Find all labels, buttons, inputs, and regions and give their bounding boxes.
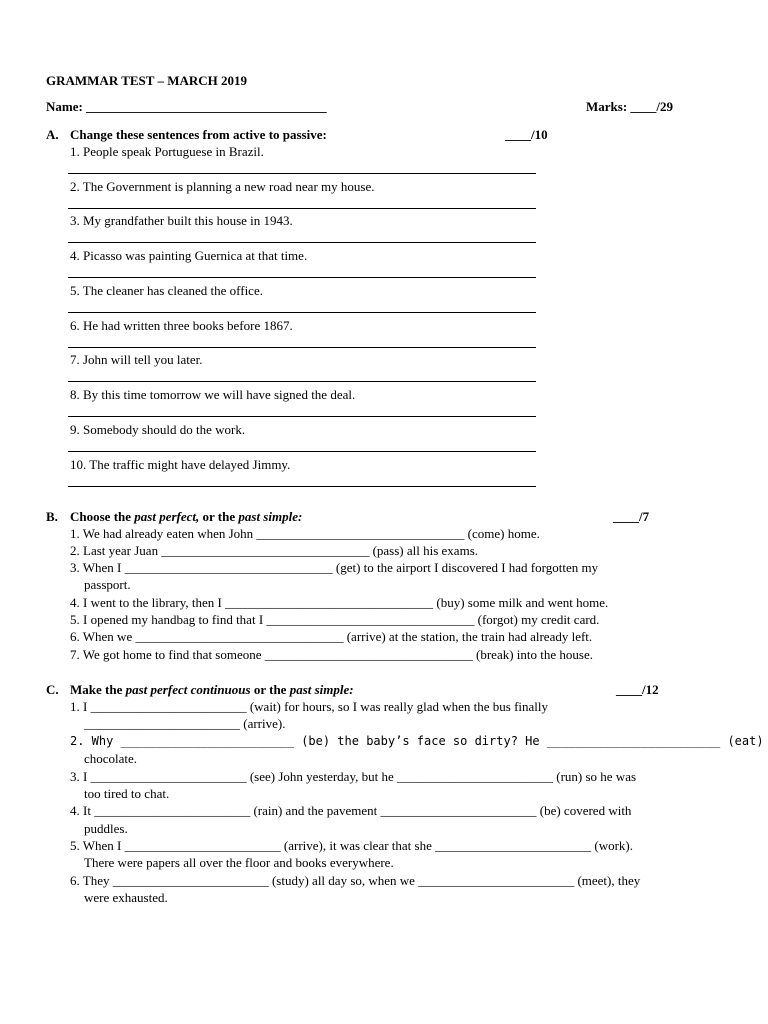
list-item: 5. I opened my handbag to find that I ________________________________ (forgot) my credit card. [70, 612, 600, 627]
answer-line [68, 242, 536, 243]
list-item: 4. Picasso was painting Guernica at that time. [70, 248, 308, 263]
list-item: 2. Why ________________________ (be) the baby’s face so dirty? He ________________________ (eat) [70, 734, 764, 748]
page-title: GRAMMAR TEST – MARCH 2019 [46, 73, 248, 88]
answer-line [68, 381, 536, 382]
section-b-instruction-mid: or the [202, 509, 236, 524]
section-b-score: ____/7 [613, 509, 650, 524]
marks-row [586, 98, 673, 115]
section-a-letter: A. [46, 127, 59, 142]
marks-label: Marks: [586, 99, 628, 114]
answer-line [68, 416, 536, 417]
list-item: 6. They ________________________ (study) all day so, when we ________________________ (meet), they [70, 873, 641, 888]
list-item: 4. I went to the library, then I ________________________________ (buy) some milk and went home. [70, 595, 609, 610]
section-a-score: ____/10 [505, 127, 548, 142]
name-row [46, 98, 327, 115]
list-item: 3. My grandfather built this house in 1943. [70, 213, 293, 228]
answer-line [68, 277, 536, 278]
answer-line [68, 208, 536, 209]
list-item: 4. It ________________________ (rain) and the pavement ________________________ (be) covered with [70, 803, 632, 818]
section-c-instruction-mid: or the [253, 682, 287, 697]
section-c-score: ____/12 [616, 682, 659, 697]
name-blank: _____________________________________ [86, 99, 327, 114]
answer-line [68, 451, 536, 452]
list-item: 1. People speak Portuguese in Brazil. [70, 144, 264, 159]
marks-value: ____/29 [630, 99, 674, 114]
list-item-continuation: There were papers all over the floor and books everywhere. [84, 855, 394, 870]
list-item: 5. The cleaner has cleaned the office. [70, 283, 263, 298]
section-b-instruction-prefix: Choose the [70, 509, 132, 524]
list-item: 1. We had already eaten when John ________________________________ (come) home. [70, 526, 540, 541]
list-item-continuation: passport. [84, 577, 131, 592]
list-item: 3. I ________________________ (see) John yesterday, but he ________________________ (run) so he was [70, 769, 637, 784]
list-item: 2. Last year Juan ________________________________ (pass) all his exams. [70, 543, 479, 558]
list-item-continuation: ________________________ (arrive). [84, 716, 286, 731]
answer-line [68, 173, 536, 174]
section-b-term2: past simple: [238, 509, 303, 524]
section-b-term1: past perfect, [134, 509, 200, 524]
list-item-continuation: too tired to chat. [84, 786, 170, 801]
answer-line [68, 486, 536, 487]
list-item-continuation: puddles. [84, 821, 128, 836]
list-item: 6. He had written three books before 1867. [70, 318, 293, 333]
list-item-continuation: chocolate. [84, 751, 138, 766]
list-item-continuation: were exhausted. [84, 890, 168, 905]
list-item: 9. Somebody should do the work. [70, 422, 246, 437]
section-c-instruction [70, 681, 354, 698]
list-item: 3. When I ________________________________ (get) to the airport I discovered I had forgotten my [70, 560, 599, 575]
name-label: Name: [46, 99, 83, 114]
answer-line [68, 312, 536, 313]
list-item: 8. By this time tomorrow we will have signed the deal. [70, 387, 356, 402]
answer-line [68, 347, 536, 348]
section-a-instruction: Change these sentences from active to passive: [70, 127, 327, 142]
section-b-letter: B. [46, 509, 58, 524]
section-c-term2: past simple: [289, 682, 354, 697]
list-item: 6. When we ________________________________ (arrive) at the station, the train had already left. [70, 629, 593, 644]
section-c-letter: C. [46, 682, 59, 697]
list-item: 7. John will tell you later. [70, 352, 203, 367]
list-item: 1. I ________________________ (wait) for hours, so I was really glad when the bus finally [70, 699, 549, 714]
section-c-term1: past perfect continuous [125, 682, 251, 697]
section-c-instruction-prefix: Make the [70, 682, 123, 697]
list-item: 10. The traffic might have delayed Jimmy. [70, 457, 291, 472]
section-b-instruction [70, 508, 302, 525]
list-item: 2. The Government is planning a new road near my house. [70, 179, 375, 194]
list-item: 5. When I ________________________ (arrive), it was clear that she ________________________ (work). [70, 838, 633, 853]
list-item: 7. We got home to find that someone ________________________________ (break) into the house. [70, 647, 593, 662]
